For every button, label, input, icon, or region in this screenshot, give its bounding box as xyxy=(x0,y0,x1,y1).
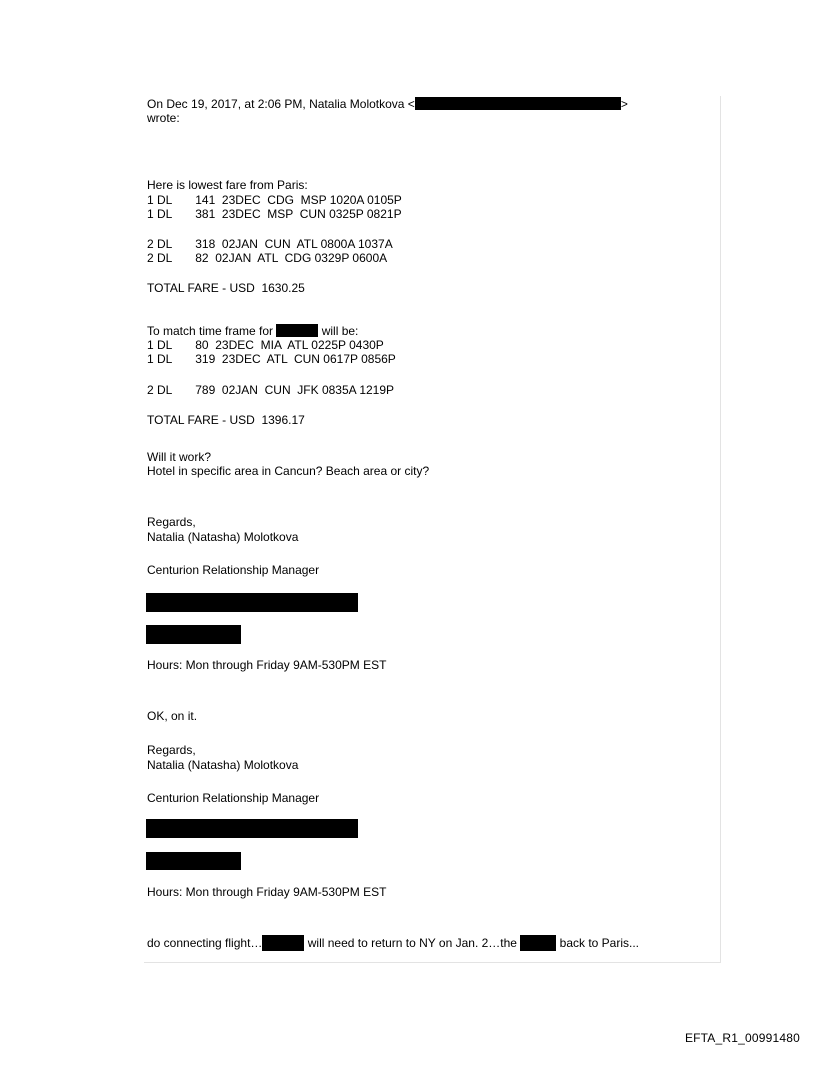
fare2-intro-suffix: will be: xyxy=(318,324,359,338)
flight-line: 1 DL 141 23DEC CDG MSP 1020A 0105P xyxy=(147,193,402,207)
redacted-email xyxy=(415,97,621,110)
redacted-name xyxy=(520,935,556,951)
flight-line: 2 DL 789 02JAN CUN JFK 0835A 1219P xyxy=(147,383,395,397)
signature-hours: Hours: Mon through Friday 9AM-530PM EST xyxy=(147,885,387,899)
header-suffix: > xyxy=(620,97,628,111)
closing-part3: back to Paris... xyxy=(556,936,640,950)
question-line: Will it work? xyxy=(147,450,212,464)
fare2-intro xyxy=(147,324,358,338)
email-header-line xyxy=(147,97,628,111)
closing-part1: do connecting flight… xyxy=(147,936,263,950)
signature-name: Natalia (Natasha) Molotkova xyxy=(147,530,299,544)
signature-hours: Hours: Mon through Friday 9AM-530PM EST xyxy=(147,658,387,672)
closing-line xyxy=(147,935,639,951)
redacted-block xyxy=(146,852,241,870)
reply-text: OK, on it. xyxy=(147,709,198,723)
signature-regards: Regards, xyxy=(147,743,196,757)
redacted-block xyxy=(146,593,358,612)
document-id: EFTA_R1_00991480 xyxy=(684,1031,800,1045)
fare1-intro: Here is lowest fare from Paris: xyxy=(147,178,308,192)
fare1-total: TOTAL FARE - USD 1630.25 xyxy=(147,281,305,295)
signature-title: Centurion Relationship Manager xyxy=(147,563,320,577)
flight-line: 2 DL 82 02JAN ATL CDG 0329P 0600A xyxy=(147,251,388,265)
email-header-wrote: wrote: xyxy=(147,111,180,125)
redacted-block xyxy=(146,819,358,838)
redacted-name xyxy=(262,935,304,951)
redacted-name xyxy=(276,324,318,337)
question-line: Hotel in specific area in Cancun? Beach area or city? xyxy=(147,464,430,478)
signature-name: Natalia (Natasha) Molotkova xyxy=(147,758,299,772)
fare2-total: TOTAL FARE - USD 1396.17 xyxy=(147,413,305,427)
flight-line: 1 DL 319 23DEC ATL CUN 0617P 0856P xyxy=(147,352,396,366)
flight-line: 1 DL 381 23DEC MSP CUN 0325P 0821P xyxy=(147,207,402,221)
signature-regards: Regards, xyxy=(147,515,196,529)
fare2-intro-prefix: To match time frame for xyxy=(147,324,277,338)
redacted-block xyxy=(146,625,241,644)
flight-line: 1 DL 80 23DEC MIA ATL 0225P 0430P xyxy=(147,338,384,352)
closing-part2: will need to return to NY on Jan. 2…the xyxy=(304,936,521,950)
flight-line: 2 DL 318 02JAN CUN ATL 0800A 1037A xyxy=(147,237,393,251)
signature-title: Centurion Relationship Manager xyxy=(147,791,320,805)
header-prefix: On Dec 19, 2017, at 2:06 PM, Natalia Molotkova < xyxy=(147,97,415,111)
